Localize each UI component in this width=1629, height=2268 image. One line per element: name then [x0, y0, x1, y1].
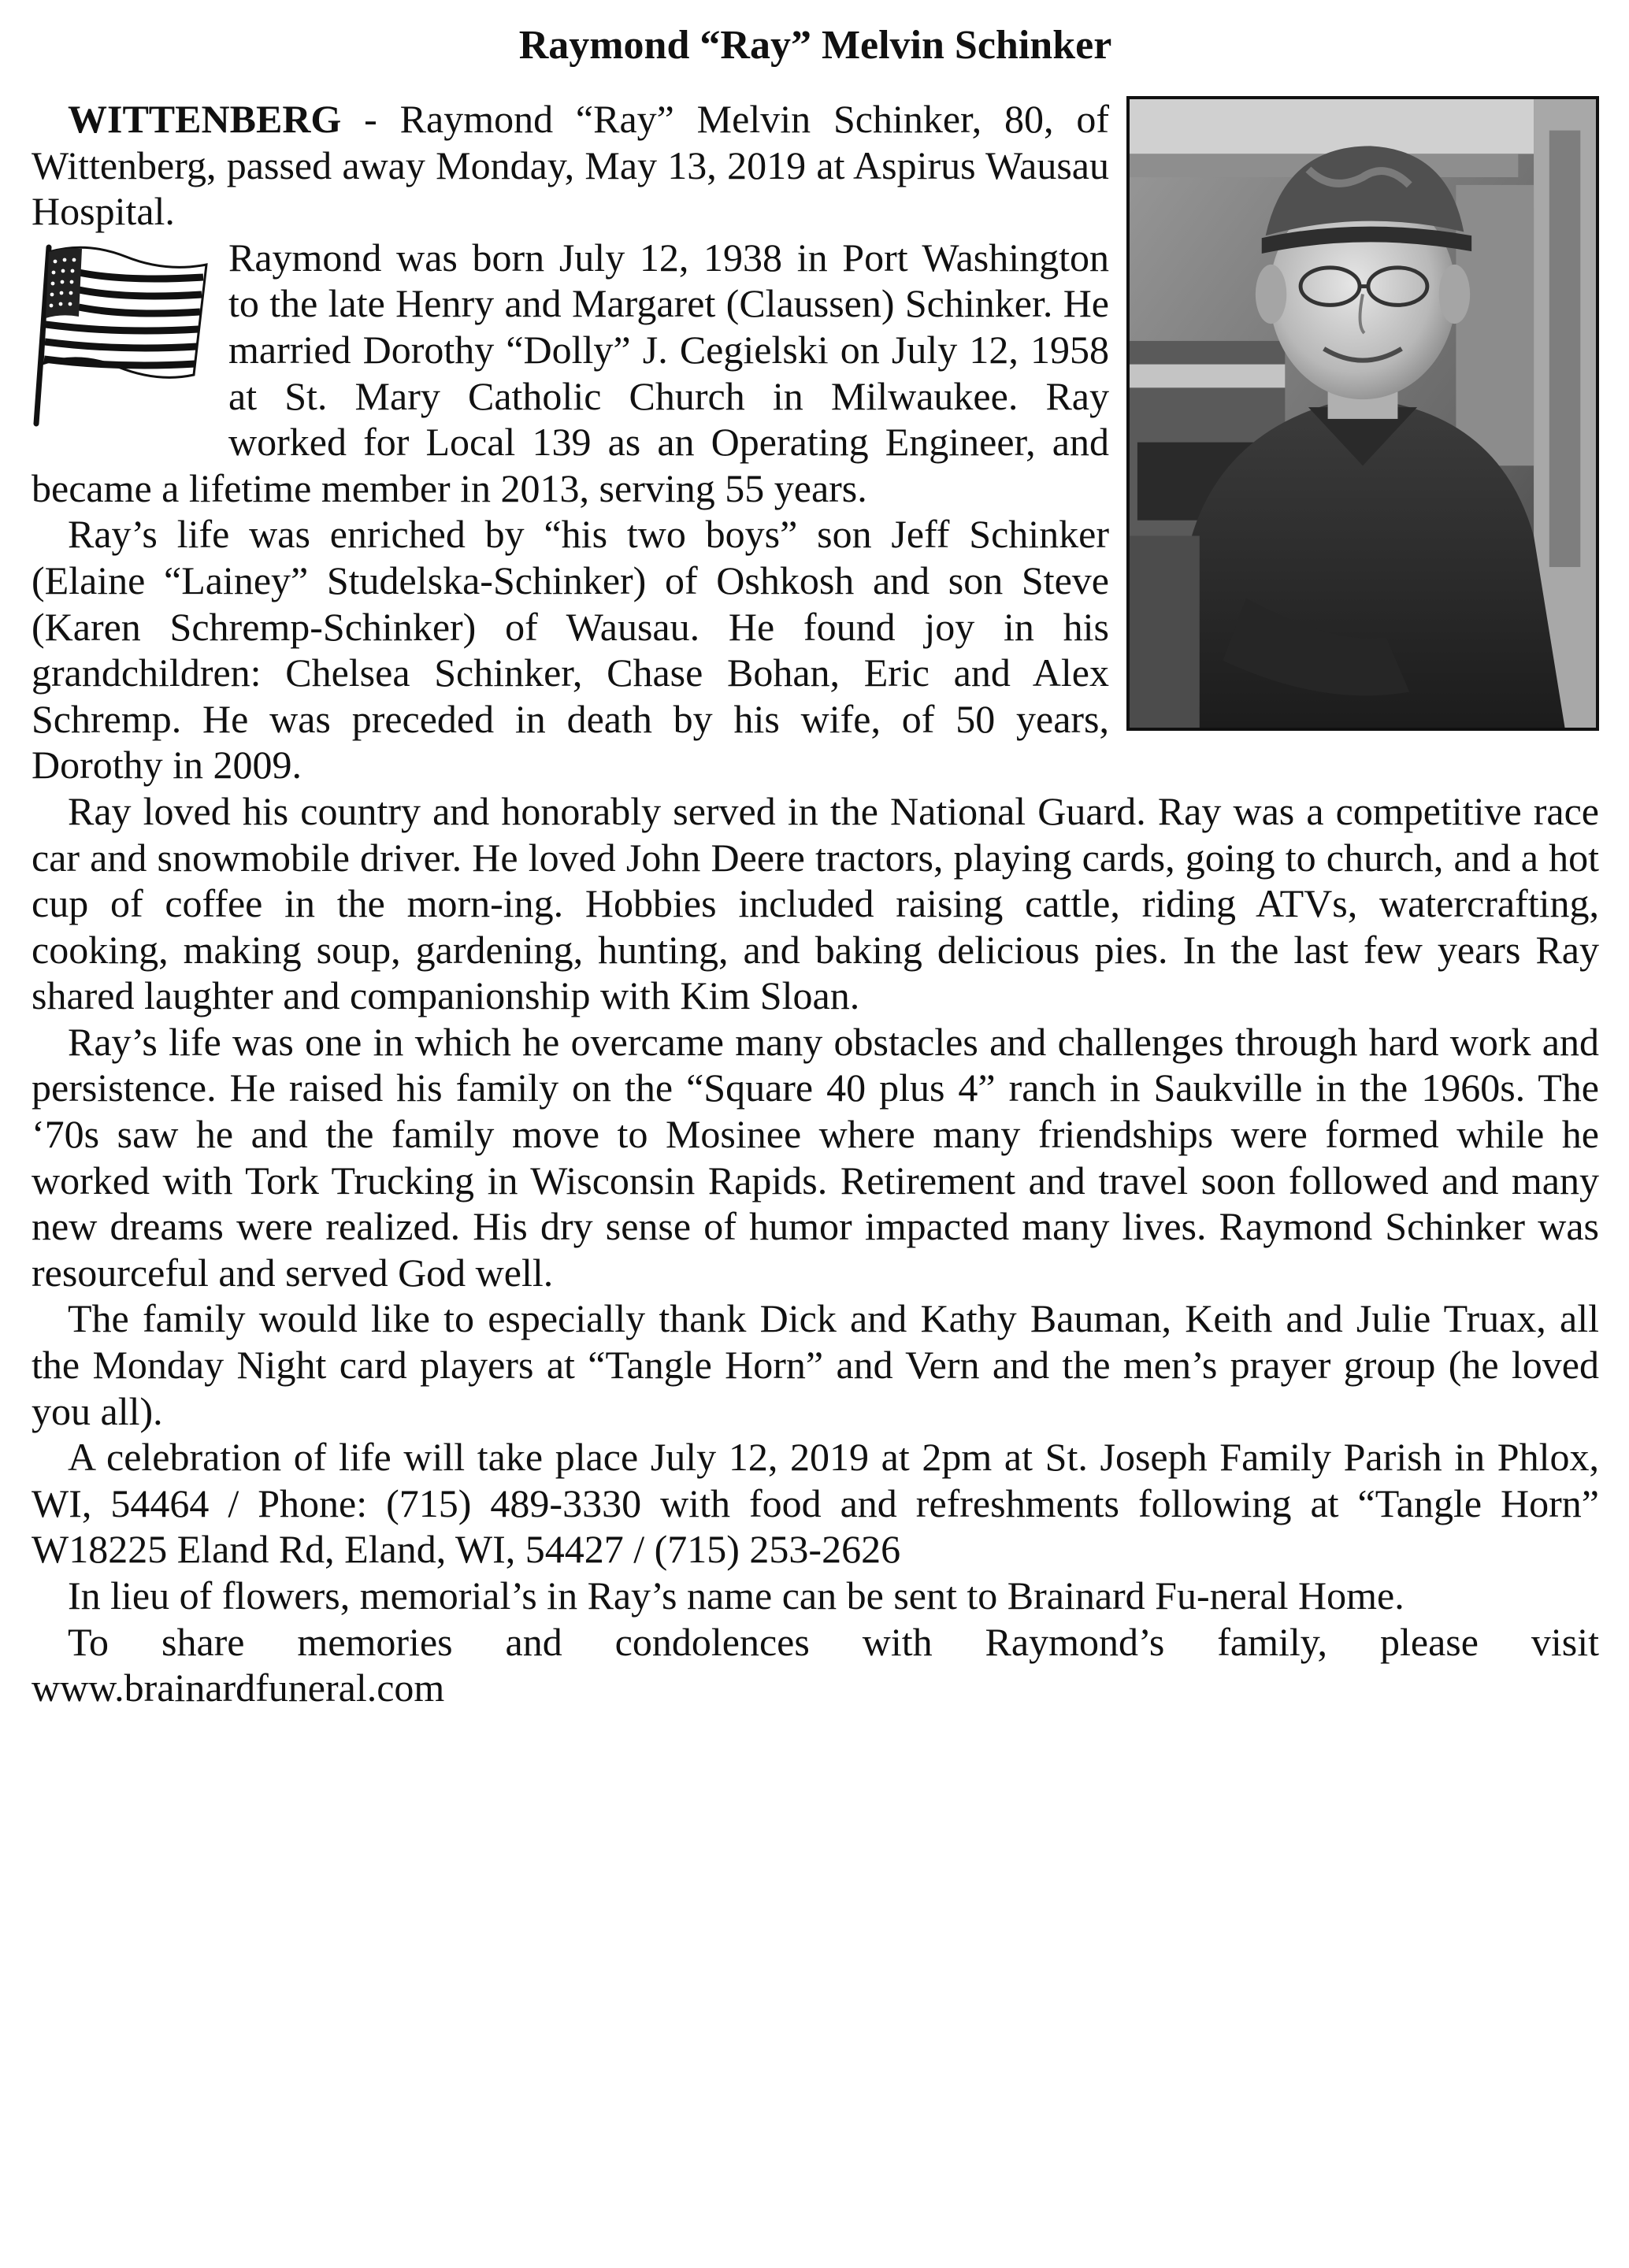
- paragraph-interests: Ray loved his country and honorably served in the National Guard. Ray was a competitive race car and snowmobile driver. He loved John Deere tractors, playing cards, going to church, and a hot cup of coffee in the morn-ing. Hobbies included raising cattle, riding ATVs, watercrafting, cooking, making soup, gardening, hunting, and baking delicious pies. In the last few years Ray shared laughter and companionship with Kim Sloan.: [32, 788, 1599, 1018]
- paragraph-condolences: [32, 1619, 1599, 1711]
- funeral-home-link[interactable]: www.brainardfuneral.com: [32, 1666, 445, 1710]
- paragraph-family: Ray’s life was enriched by “his two boys” son Jeff Schinker (Elaine “Lainey” Studelska-Schinker) of Oshkosh and son Steve (Karen Schremp-Schinker) of Wausau. He found joy in his grandchildren: Chelsea Schinker, Chase Bohan, Eric and Alex Schremp. He was preceded in death by his wife, of 50 years, Dorothy in 2009.: [32, 512, 1109, 788]
- paragraph-thanks: The family would like to especially thank Dick and Kathy Bauman, Keith and Julie Truax, all the Monday Night card players at “Tangle Horn” and Vern and the men’s prayer group (he loved you all).: [32, 1296, 1599, 1433]
- paragraph-intro-text: - Raymond “Ray” Melvin Schinker, 80, of Wittenberg, passed away Monday, May 13, 2019 at Aspirus Wausau Hospital.: [32, 97, 1109, 234]
- paragraph-birth-text: Raymond was born July 12, 1938 in Port Washington to the late Henry and Margaret (Claussen) Schinker. He married Dorothy “Dolly” J. Cegielski on July 12, 1958 at St. Mary Catholic Church in Milwaukee. Ray worked for Local 139 as an Operating Engineer, and became a lifetime member in 2013, serving 55 years.: [32, 235, 1109, 510]
- american-flag-graphic: [32, 241, 214, 427]
- paragraph-life: Ray’s life was one in which he overcame many obstacles and challenges through hard work and persistence. He raised his family on the “Square 40 plus 4” ranch in Saukville in the 1960s. The ‘70s saw he and the family move to Mosinee where many friendships were formed while he worked with Tork Trucking in Wisconsin Rapids. Retirement and travel soon followed and many new dreams were realized. His dry sense of humor impacted many lives. Raymond Schinker was resourceful and served God well.: [32, 1019, 1599, 1295]
- condolences-text: To share memories and condolences with Raymond’s family, please visit: [68, 1619, 1599, 1664]
- obituary-headline: Raymond “Ray” Melvin Schinker: [518, 23, 1112, 68]
- american-flag-icon: [32, 241, 214, 427]
- paragraph-celebration: A celebration of life will take place July 12, 2019 at 2pm at St. Joseph Family Parish in Phlox, WI, 54464 / Phone: (715) 489-3330 with food and refreshments following at “Tangle Horn” W18225 Eland Rd, Eland, WI, 54427 / (715) 253-2626: [32, 1435, 1599, 1572]
- portrait-photo: [1126, 96, 1599, 731]
- obituary-body: [32, 96, 1599, 1711]
- portrait-photo-graphic: [1130, 99, 1596, 728]
- paragraph-memorials: In lieu of flowers, memorial’s in Ray’s name can be sent to Brainard Fu-neral Home.: [68, 1573, 1405, 1618]
- obituary: [32, 20, 1599, 1711]
- dateline: WITTENBERG: [68, 97, 342, 141]
